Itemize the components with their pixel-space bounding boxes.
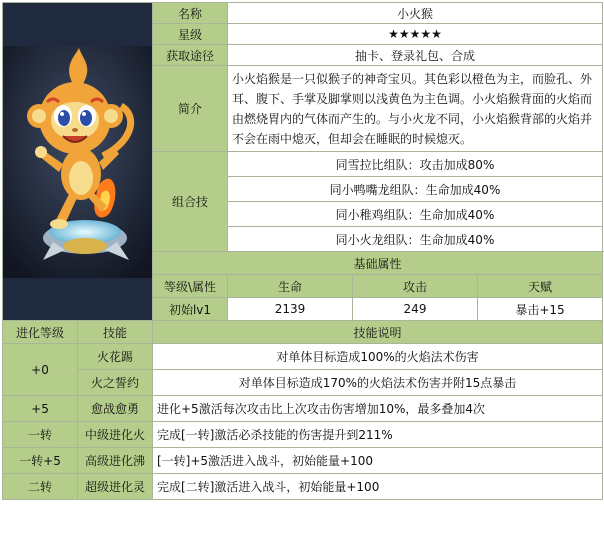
skill-name: 中级进化火 [78, 422, 153, 448]
skill-level: 一转 [3, 422, 78, 448]
skill-header-level: 进化等级 [3, 321, 78, 344]
star-label: 星级 [153, 24, 228, 45]
combo-label: 组合技 [153, 152, 228, 252]
combo-item: 同雪拉比组队：攻击加成80% [228, 152, 603, 177]
skill-level: 二转 [3, 474, 78, 500]
source-label: 获取途径 [153, 45, 228, 66]
skill-header-desc: 技能说明 [153, 321, 603, 344]
skill-desc: [一转]+5激活进入战斗，初始能量+100 [153, 448, 603, 474]
header-talent: 天赋 [478, 275, 603, 298]
skill-name: 超级进化灵 [78, 474, 153, 500]
character-portrait [3, 3, 153, 321]
skill-desc: 进化+5激活每次攻击比上次攻击伤害增加10%，最多叠加4次 [153, 396, 603, 422]
intro-label: 简介 [153, 66, 228, 152]
skills-table [2, 320, 603, 500]
name-label: 名称 [153, 3, 228, 24]
skill-desc: 完成[二转]激活进入战斗，初始能量+100 [153, 474, 603, 500]
intro-text: 小火焰猴是一只似猴子的神奇宝贝。其色彩以橙色为主，而脸孔、外耳、腹下、手掌及脚掌则以浅黄色为主色调。小火焰猴背面的火焰而由燃烧胃内的气体而产生的。与小火龙不同，小火焰猴背部的火焰并不会在雨中熄灭，但却会在睡眠的时候熄灭。 [228, 66, 603, 152]
header-hp: 生命 [228, 275, 353, 298]
skill-desc: 完成[一转]激活必杀技能的伤害提升到211% [153, 422, 603, 448]
character-info-table [2, 2, 603, 321]
base-attributes-title: 基础属性 [153, 252, 603, 275]
combo-item: 同小鸭嘴龙组队：生命加成40% [228, 177, 603, 202]
base-talent: 暴击+15 [478, 298, 603, 321]
combo-item: 同小火龙组队：生命加成40% [228, 227, 603, 252]
header-level: 等级\属性 [153, 275, 228, 298]
source-value: 抽卡、登录礼包、合成 [228, 45, 603, 66]
skill-name: 火之誓约 [78, 370, 153, 396]
skill-level: +0 [3, 344, 78, 396]
skill-level: +5 [3, 396, 78, 422]
skill-name: 愈战愈勇 [78, 396, 153, 422]
skill-name: 高级进化沸 [78, 448, 153, 474]
star-rating: ★★★★★ [228, 24, 603, 45]
skill-name: 火花踢 [78, 344, 153, 370]
skill-header-skill: 技能 [78, 321, 153, 344]
monkey-sprite-icon [3, 46, 153, 278]
skill-desc: 对单体目标造成170%的火焰法术伤害并附15点暴击 [153, 370, 603, 396]
name-value: 小火猴 [228, 3, 603, 24]
combo-item: 同小稚鸡组队：生命加成40% [228, 202, 603, 227]
header-attack: 攻击 [353, 275, 478, 298]
base-hp: 2139 [228, 298, 353, 321]
base-attack: 249 [353, 298, 478, 321]
base-level: 初始lv1 [153, 298, 228, 321]
skill-level: 一转+5 [3, 448, 78, 474]
skill-desc: 对单体目标造成100%的火焰法术伤害 [153, 344, 603, 370]
